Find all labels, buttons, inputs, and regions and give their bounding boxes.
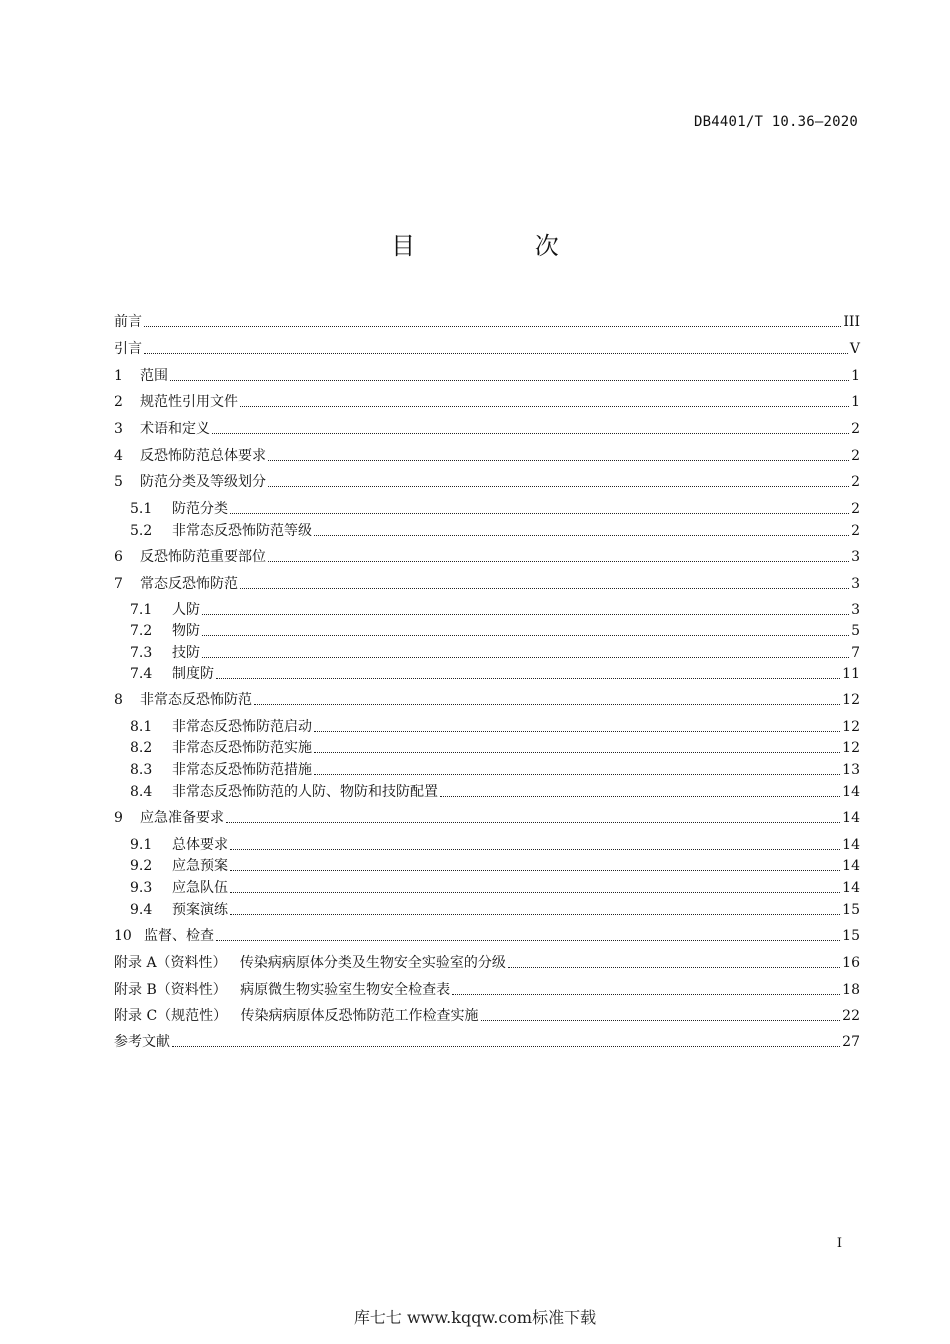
toc-entry-page: 14 bbox=[842, 858, 860, 874]
toc-entry-number: 8 bbox=[114, 692, 123, 708]
toc-entry-page: 2 bbox=[851, 421, 860, 437]
toc-entry[interactable] bbox=[114, 926, 860, 946]
toc-entry[interactable] bbox=[130, 900, 860, 920]
toc-entry-page: 1 bbox=[851, 368, 860, 384]
toc-leader-dots bbox=[212, 432, 849, 434]
toc-entry[interactable] bbox=[130, 621, 860, 641]
toc-leader-dots bbox=[240, 405, 849, 407]
toc-entry[interactable] bbox=[114, 312, 860, 332]
toc-entry-page: 12 bbox=[842, 719, 860, 735]
toc-entry-number: 9.3 bbox=[130, 880, 153, 896]
toc-entry-label: 预案演练 bbox=[172, 902, 228, 918]
toc-entry[interactable] bbox=[130, 600, 860, 620]
toc-entry[interactable] bbox=[114, 808, 860, 828]
toc-leader-dots bbox=[240, 587, 849, 589]
toc-entry-number: 4 bbox=[114, 448, 123, 464]
toc-entry-label: 术语和定义 bbox=[140, 421, 210, 437]
toc-entry-number: 5.2 bbox=[130, 523, 153, 539]
toc-leader-dots bbox=[202, 613, 849, 615]
toc-entry-label: 附录 C（规范性） 传染病病原体反恐怖防范工作检查实施 bbox=[114, 1008, 479, 1024]
toc-leader-dots bbox=[144, 352, 848, 354]
toc-entry-page: 22 bbox=[842, 1008, 860, 1024]
toc-entry-page: 14 bbox=[842, 784, 860, 800]
toc-entry[interactable] bbox=[130, 760, 860, 780]
toc-entry-page: 3 bbox=[851, 549, 860, 565]
toc-entry-number: 7.1 bbox=[130, 602, 153, 618]
toc-entry-number: 3 bbox=[114, 421, 123, 437]
toc-entry-number: 6 bbox=[114, 549, 123, 565]
doc-code: DB4401/T 10.36—2020 bbox=[694, 114, 858, 130]
toc-entry-label: 应急准备要求 bbox=[140, 810, 224, 826]
toc-entry-page: 12 bbox=[842, 692, 860, 708]
toc-entry-label: 防范分类 bbox=[172, 501, 228, 517]
toc-entry-page: 14 bbox=[842, 880, 860, 896]
toc-entry-page: 2 bbox=[851, 474, 860, 490]
toc-leader-dots bbox=[216, 677, 840, 679]
toc-entry-label: 非常态反恐怖防范措施 bbox=[172, 762, 312, 778]
toc-entry-number: 9 bbox=[114, 810, 123, 826]
toc-leader-dots bbox=[314, 751, 840, 753]
toc-entry-label: 参考文献 bbox=[114, 1034, 170, 1050]
toc-entry[interactable] bbox=[114, 574, 860, 594]
toc-entry-page: 27 bbox=[842, 1034, 860, 1050]
toc-entry-page: 12 bbox=[842, 740, 860, 756]
toc-entry-page: V bbox=[849, 341, 860, 357]
toc-leader-dots bbox=[202, 634, 849, 636]
toc-entry[interactable] bbox=[114, 1032, 860, 1052]
toc-leader-dots bbox=[314, 773, 840, 775]
toc-entry-label: 反恐怖防范总体要求 bbox=[140, 448, 266, 464]
toc-leader-dots bbox=[481, 1019, 841, 1021]
page-title: 目 次 bbox=[391, 232, 615, 260]
toc-entry[interactable] bbox=[114, 980, 860, 1000]
toc-entry-label: 技防 bbox=[172, 645, 200, 661]
toc-entry-label: 应急预案 bbox=[172, 858, 228, 874]
toc-entry-page: 11 bbox=[842, 666, 860, 682]
toc-leader-dots bbox=[314, 730, 840, 732]
toc-entry[interactable] bbox=[130, 499, 860, 519]
toc-leader-dots bbox=[230, 512, 849, 514]
toc-entry-page: 2 bbox=[851, 523, 860, 539]
toc-entry[interactable] bbox=[114, 472, 860, 492]
toc-entry-number: 9.4 bbox=[130, 902, 153, 918]
toc-entry-label: 人防 bbox=[172, 602, 200, 618]
toc-entry[interactable] bbox=[130, 856, 860, 876]
toc-entry-label: 制度防 bbox=[172, 666, 214, 682]
toc-entry-label: 非常态反恐怖防范等级 bbox=[172, 523, 312, 539]
toc-entry-number: 8.3 bbox=[130, 762, 153, 778]
toc-entry[interactable] bbox=[130, 738, 860, 758]
toc-entry[interactable] bbox=[114, 446, 860, 466]
toc-leader-dots bbox=[216, 939, 840, 941]
toc-entry[interactable] bbox=[130, 782, 860, 802]
toc-entry[interactable] bbox=[114, 419, 860, 439]
toc-entry-number: 9.1 bbox=[130, 837, 153, 853]
toc-entry[interactable] bbox=[114, 1006, 860, 1026]
toc-entry[interactable] bbox=[114, 339, 860, 359]
toc-entry-page: 15 bbox=[842, 928, 860, 944]
page-number: I bbox=[836, 1236, 842, 1251]
toc-entry-label: 规范性引用文件 bbox=[140, 394, 238, 410]
toc-leader-dots bbox=[254, 703, 840, 705]
toc-entry-label: 防范分类及等级划分 bbox=[140, 474, 266, 490]
toc-entry-number: 8.2 bbox=[130, 740, 153, 756]
toc-entry-number: 7.4 bbox=[130, 666, 153, 682]
toc-leader-dots bbox=[230, 869, 840, 871]
toc-leader-dots bbox=[202, 656, 849, 658]
toc-leader-dots bbox=[172, 1045, 840, 1047]
toc-entry-label: 非常态反恐怖防范实施 bbox=[172, 740, 312, 756]
toc-entry-number: 7.2 bbox=[130, 623, 153, 639]
toc-entry[interactable] bbox=[114, 953, 860, 973]
toc-leader-dots bbox=[226, 821, 840, 823]
toc-entry-label: 前言 bbox=[114, 314, 142, 330]
toc-entry-label: 附录 B（资料性） 病原微生物实验室生物安全检查表 bbox=[114, 982, 451, 998]
toc-entry[interactable] bbox=[130, 878, 860, 898]
toc-leader-dots bbox=[440, 795, 840, 797]
toc-leader-dots bbox=[144, 325, 841, 327]
toc-entry-page: 7 bbox=[851, 645, 860, 661]
toc-entry-number: 2 bbox=[114, 394, 123, 410]
toc-entry-page: 14 bbox=[842, 810, 860, 826]
toc-entry-label: 非常态反恐怖防范 bbox=[140, 692, 252, 708]
toc-entry-number: 8.4 bbox=[130, 784, 153, 800]
toc-entry[interactable] bbox=[130, 664, 860, 684]
toc-entry-page: 16 bbox=[842, 955, 860, 971]
toc-entry-page: 5 bbox=[851, 623, 860, 639]
toc-entry-page: 3 bbox=[851, 576, 860, 592]
toc-entry-label: 引言 bbox=[114, 341, 142, 357]
toc-entry-page: 1 bbox=[851, 394, 860, 410]
toc-leader-dots bbox=[268, 560, 849, 562]
toc-entry-label: 常态反恐怖防范 bbox=[140, 576, 238, 592]
toc-entry[interactable] bbox=[130, 835, 860, 855]
toc-leader-dots bbox=[170, 379, 849, 381]
toc-leader-dots bbox=[508, 966, 840, 968]
toc-entry-page: 2 bbox=[851, 448, 860, 464]
toc-entry-label: 物防 bbox=[172, 623, 200, 639]
toc-leader-dots bbox=[268, 485, 849, 487]
toc-entry-number: 5.1 bbox=[130, 501, 153, 517]
toc-entry-page: 3 bbox=[851, 602, 860, 618]
toc-entry-page: 13 bbox=[842, 762, 860, 778]
toc-entry-number: 9.2 bbox=[130, 858, 153, 874]
toc-leader-dots bbox=[230, 891, 840, 893]
toc-entry[interactable] bbox=[130, 521, 860, 541]
toc-entry[interactable] bbox=[114, 392, 860, 412]
toc-entry[interactable] bbox=[114, 690, 860, 710]
toc-entry-label: 附录 A（资料性） 传染病病原体分类及生物安全实验室的分级 bbox=[114, 955, 506, 971]
toc-entry[interactable] bbox=[130, 643, 860, 663]
toc-entry[interactable] bbox=[114, 547, 860, 567]
toc-entry-label: 总体要求 bbox=[172, 837, 228, 853]
toc-entry-number: 7.3 bbox=[130, 645, 153, 661]
toc-entry-page: 15 bbox=[842, 902, 860, 918]
toc-entry-label: 监督、检查 bbox=[144, 928, 214, 944]
toc-entry-number: 7 bbox=[114, 576, 123, 592]
toc-leader-dots bbox=[230, 913, 840, 915]
toc-entry-label: 范围 bbox=[140, 368, 168, 384]
toc-entry-page: 2 bbox=[851, 501, 860, 517]
toc-entry[interactable] bbox=[130, 717, 860, 737]
toc-entry-number: 1 bbox=[114, 368, 123, 384]
toc-leader-dots bbox=[268, 459, 849, 461]
watermark: 库七七 www.kqqw.com标准下载 bbox=[353, 1308, 597, 1327]
toc-entry[interactable] bbox=[114, 366, 860, 386]
toc-entry-page: 14 bbox=[842, 837, 860, 853]
toc-leader-dots bbox=[452, 993, 840, 995]
toc-entry-label: 应急队伍 bbox=[172, 880, 228, 896]
toc-leader-dots bbox=[230, 848, 840, 850]
toc-entry-number: 5 bbox=[114, 474, 123, 490]
toc-entry-label: 非常态反恐怖防范的人防、物防和技防配置 bbox=[172, 784, 438, 800]
toc-entry-page: III bbox=[843, 314, 860, 330]
toc-entry-label: 非常态反恐怖防范启动 bbox=[172, 719, 312, 735]
toc-entry-number: 10 bbox=[114, 928, 132, 944]
toc-entry-number: 8.1 bbox=[130, 719, 153, 735]
toc-leader-dots bbox=[314, 534, 849, 536]
toc-entry-page: 18 bbox=[842, 982, 860, 998]
toc-entry-label: 反恐怖防范重要部位 bbox=[140, 549, 266, 565]
